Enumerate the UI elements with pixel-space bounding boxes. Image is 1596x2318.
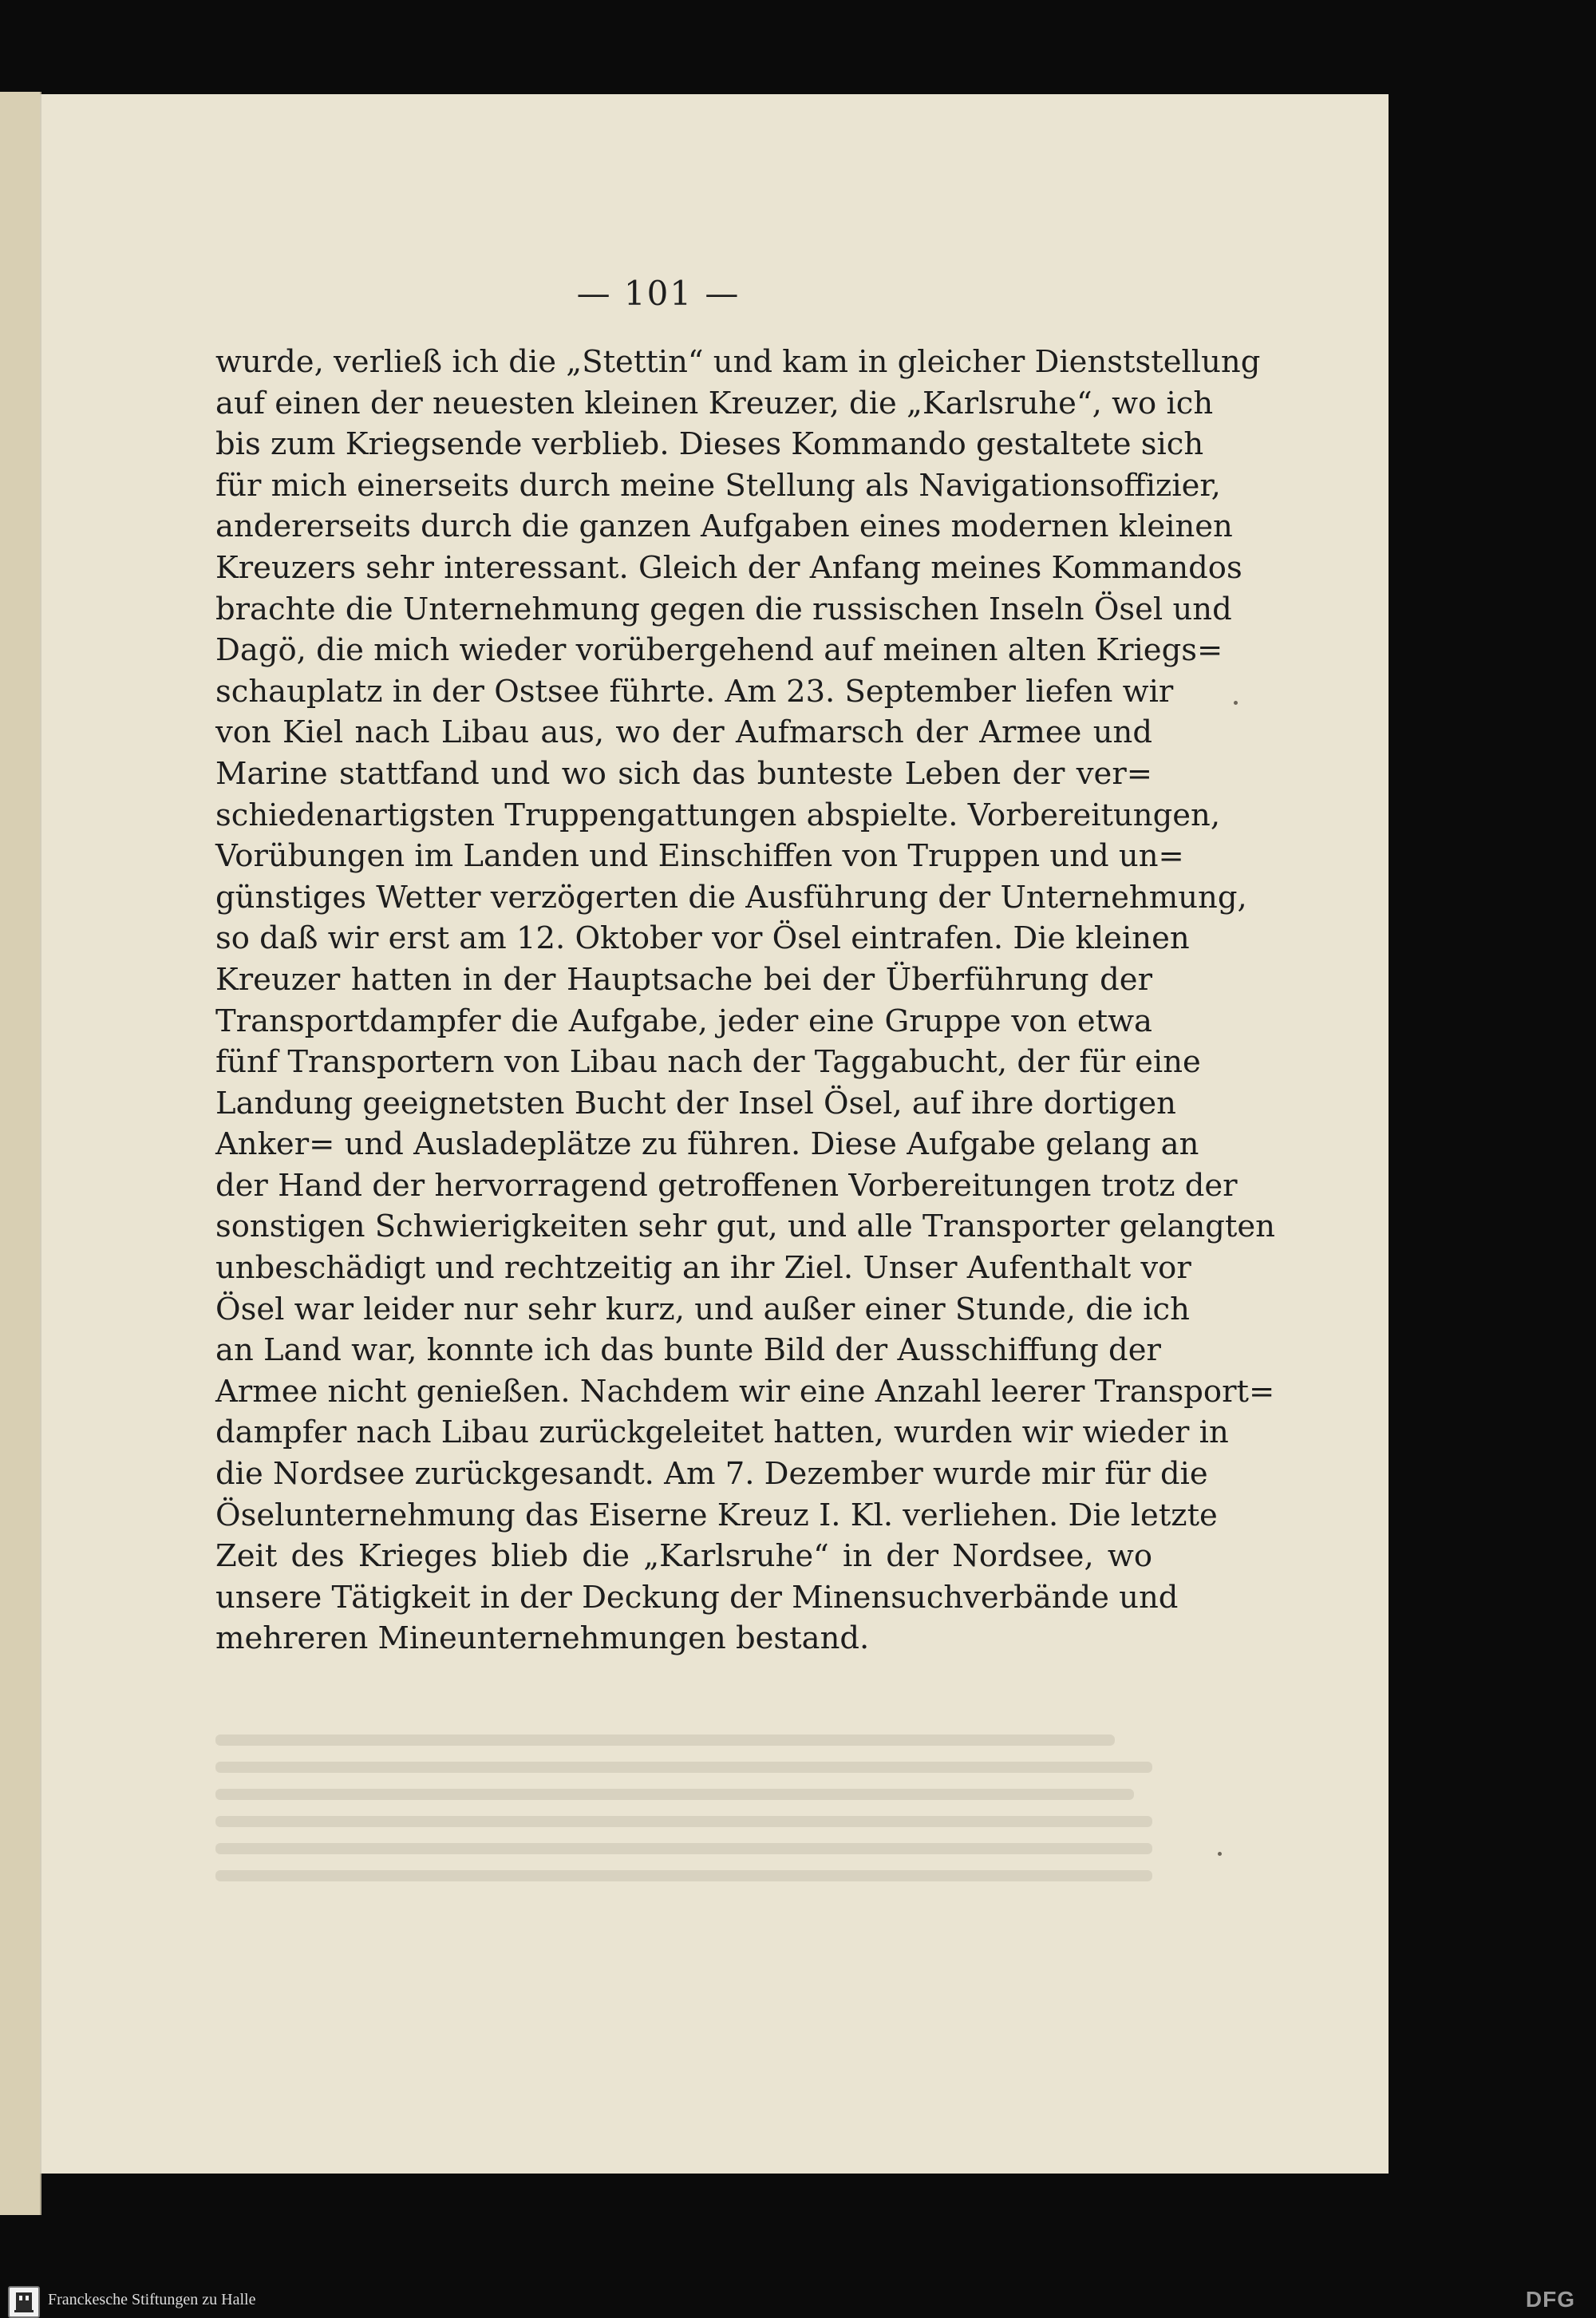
text-line: günstiges Wetter verzögerten die Ausführung der Unternehmung, [215,879,1247,916]
text-line: dampfer nach Libau zurückgeleitet hatten, wurden wir wieder in [215,1414,1229,1451]
text-line: Ösel war leider nur sehr kurz, und außer einer Stunde, die ich [215,1291,1190,1327]
text-line: brachte die Unternehmung gegen die russischen Inseln Ösel und [215,591,1232,627]
text-line: Zeit des Krieges blieb die „Karlsruhe“ in der Nordsee, wo [215,1538,1152,1575]
text-line: Kreuzers sehr interessant. Gleich der Anfang meines Kommandos [215,549,1242,586]
text-line: Anker= und Ausladeplätze zu führen. Diese Aufgabe gelang an [215,1126,1199,1163]
paper-speck [1218,1852,1222,1856]
text-line: sonstigen Schwierigkeiten sehr gut, und alle Transporter gelangten [215,1208,1275,1245]
page-number: — 101 — [576,274,741,313]
text-line: für mich einerseits durch meine Stellung als Navigationsoffizier, [215,467,1221,504]
paper-speck [1234,701,1238,705]
text-line: unbeschädigt und rechtzeitig an ihr Ziel. Unser Aufenthalt vor [215,1250,1191,1287]
body-text [215,342,1275,1659]
text-line: so daß wir erst am 12. Oktober vor Ösel eintrafen. Die kleinen [215,920,1190,957]
text-line: schiedenartigsten Truppengattungen abspielte. Vorbereitungen, [215,797,1221,833]
text-line: andererseits durch die ganzen Aufgaben eines modernen kleinen [215,508,1233,545]
text-line: mehreren Mineunternehmungen bestand. [215,1620,870,1657]
text-line: von Kiel nach Libau aus, wo der Aufmarsch der Armee und [215,714,1152,751]
text-line: der Hand der hervorragend getroffenen Vorbereitungen trotz der [215,1167,1238,1204]
text-line: fünf Transportern von Libau nach der Taggabucht, der für eine [215,1044,1201,1081]
text-line: an Land war, konnte ich das bunte Bild der Ausschiffung der [215,1332,1161,1369]
text-line: Dagö, die mich wieder vorübergehend auf meinen alten Kriegs= [215,632,1223,669]
text-line: Vorübungen im Landen und Einschiffen von Truppen und un= [215,838,1184,875]
text-line: schauplatz in der Ostsee führte. Am 23. September liefen wir [215,673,1174,710]
text-line: bis zum Kriegsende verblieb. Dieses Kommando gestaltete sich [215,426,1204,463]
franckesche-stiftungen-logo-icon [8,2286,40,2318]
dfg-logo: DFG [1525,2287,1575,2312]
text-line: unsere Tätigkeit in der Deckung der Minensuchverbände und [215,1579,1179,1616]
institution-label: Franckesche Stiftungen zu Halle [48,2291,256,2308]
text-line: die Nordsee zurückgesandt. Am 7. Dezember wurde mir für die [215,1456,1208,1493]
bleed-through-text [215,1719,1152,1896]
text-line: wurde, verließ ich die „Stettin“ und kam in gleicher Dienststellung [215,344,1261,380]
text-line: Transportdampfer die Aufgabe, jeder eine Gruppe von etwa [215,1003,1152,1039]
book-page [40,94,1389,2174]
text-line: Armee nicht genießen. Nachdem wir eine Anzahl leerer Transport= [215,1373,1275,1410]
text-line: Öselunternehmung das Eiserne Kreuz I. Kl. verliehen. Die letzte [215,1497,1218,1533]
previous-page-edge [0,92,41,2215]
text-line: Landung geeignetsten Bucht der Insel Ösel, auf ihre dortigen [215,1085,1176,1121]
text-line: Marine stattfand und wo sich das bunteste Leben der ver= [215,755,1152,792]
text-line: Kreuzer hatten in der Hauptsache bei der Überführung der [215,961,1152,998]
viewer-footer [0,2283,1596,2317]
text-line: auf einen der neuesten kleinen Kreuzer, die „Karlsruhe“, wo ich [215,385,1214,421]
